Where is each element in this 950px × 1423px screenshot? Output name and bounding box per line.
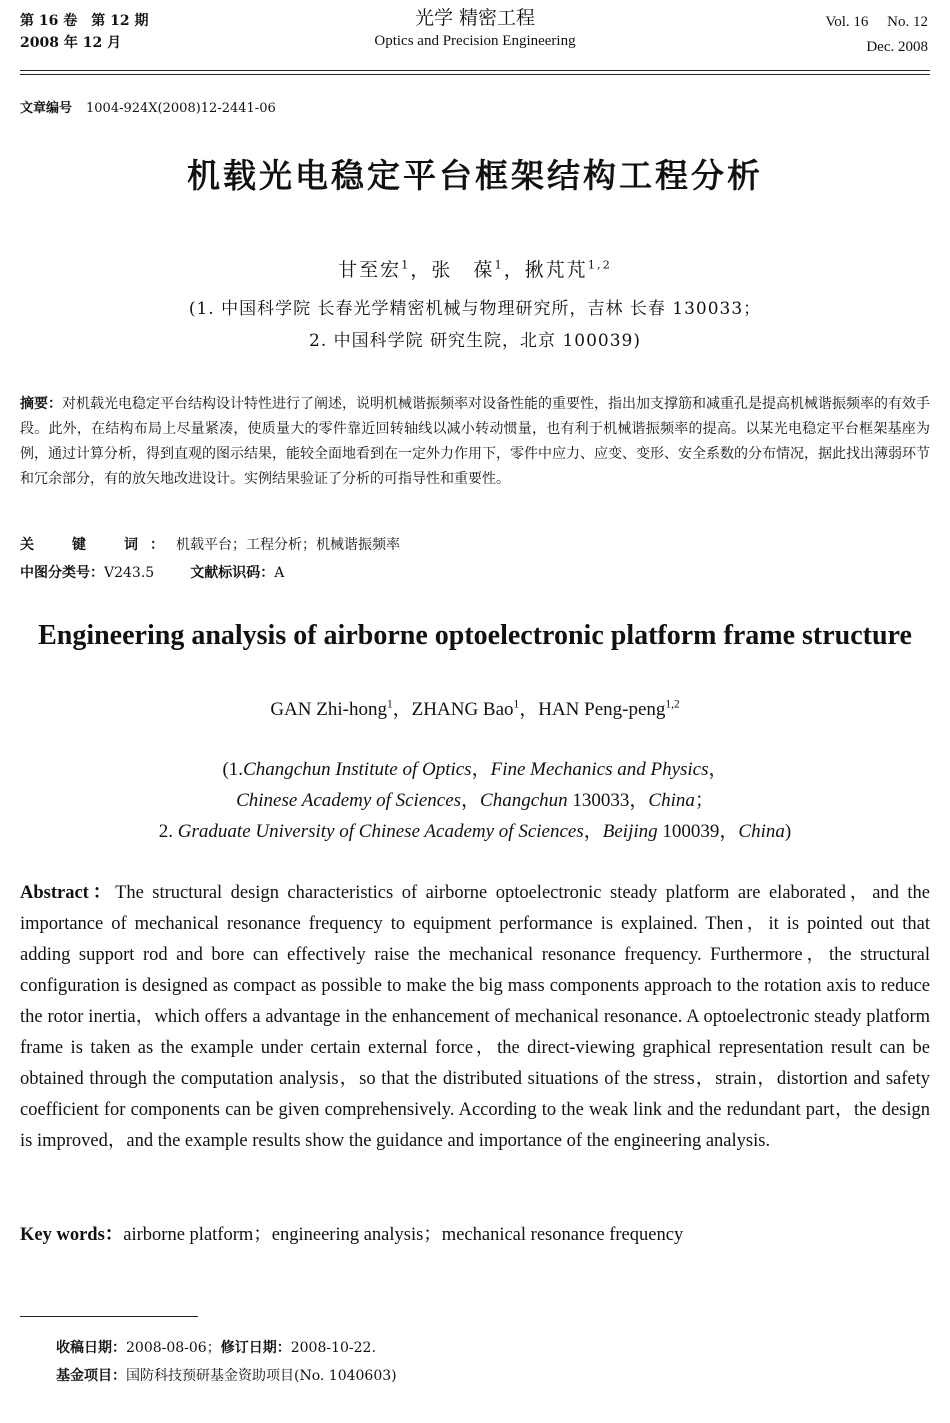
- affil-en-1-sep: ，: [471, 759, 491, 780]
- journal-name-en: Optics and Precision Engineering: [374, 33, 576, 49]
- revised-label: 修订日期：: [220, 1340, 291, 1356]
- title-cn: 机载光电稳定平台框架结构工程分析: [187, 156, 763, 195]
- author-3-cn: ，揪芃芃: [503, 259, 588, 281]
- authors-en: [0, 694, 950, 721]
- header-rule-bottom: [20, 74, 930, 75]
- affil-en-3-prefix: 2.: [158, 821, 174, 842]
- affil-en-1-fine: Fine Mechanics and Physics: [490, 759, 709, 780]
- affiliation-en-2: [0, 785, 950, 816]
- author-2-sup: 1: [494, 257, 504, 272]
- abstract-cn-text: 对机载光电稳定平台结构设计特性进行了阐述，说明机械谐振频率对设备性能的重要性，指出加支撑筋和减重孔是提高机械谐振频率的有效手段。此外，在结构布局上尽量紧凑，使质量大的零件靠近回转轴线以减小转动惯量，也有利于机械谐振频率的提高。以某光电稳定平台框架基座为例，通过计算分析，得到直观的图示结果，能较全面地看到在一定外力作用下，零件中应力、应变、变形、安全系数的分布情况，据此找出薄弱环节和冗余部分，有的放矢地改进设计。实例结果验证了分析的可指导性和重要性。: [20, 396, 930, 487]
- footnote-fund: [56, 1362, 397, 1390]
- affil-en-3-zip: 100039，: [657, 821, 739, 842]
- received-label: 收稿日期：: [56, 1340, 126, 1356]
- abstract-cn-label: 摘要：: [20, 396, 62, 412]
- affil-en-3-sep: ，: [583, 821, 603, 842]
- abstract-cn: [20, 392, 930, 492]
- journal-name-cn: 光学 精密工程: [414, 7, 536, 29]
- header-center: [0, 6, 950, 52]
- received-date: 2008-08-06；: [126, 1340, 221, 1356]
- date-en: Dec. 2008: [866, 39, 928, 55]
- affil-en-2-end: ；: [694, 790, 714, 811]
- keywords-cn: [20, 533, 400, 558]
- classification: [20, 561, 284, 586]
- article-number-label: 文章编号: [20, 101, 73, 116]
- affiliation-cn-2: 2. 中国科学院 研究生院，北京 100039): [309, 331, 641, 351]
- affil-en-1-prefix: (1.: [222, 759, 244, 780]
- volume-issue-en: Vol. 16 No. 12: [825, 14, 928, 30]
- doc-code-label: 文献标识码：: [190, 565, 275, 581]
- footnote: [56, 1334, 397, 1390]
- keywords-en-label: Key words：: [20, 1225, 124, 1245]
- affil-en-2-sep: ，: [461, 790, 481, 811]
- affil-en-3-country: China: [738, 821, 785, 842]
- affil-en-2-zip: 130033，: [567, 790, 649, 811]
- affil-en-3-end: ): [784, 821, 792, 842]
- doc-code-value: A: [274, 565, 285, 581]
- keywords-en-text: airborne platform；engineering analysis；mechanical resonance frequency: [123, 1225, 684, 1245]
- header-rule-top: [20, 70, 930, 71]
- footnote-rule: [20, 1316, 198, 1317]
- date-cn: 2008 年 12 月: [20, 35, 122, 51]
- affiliation-en-1: [0, 754, 950, 785]
- keywords-cn-label: 关 键 词：: [20, 537, 176, 553]
- author-2-cn: ，张 葆: [410, 259, 495, 281]
- affil-en-3-city: Beijing: [602, 821, 658, 842]
- volume-issue-cn: 第 16 卷 第 12 期: [20, 13, 149, 29]
- affil-en-1-inst: Changchun Institute of Optics: [243, 759, 472, 780]
- author-2-en: ，ZHANG Bao: [392, 699, 514, 720]
- revised-date: 2008-10-22.: [290, 1340, 376, 1356]
- keywords-cn-text: 机载平台；工程分析；机械谐振频率: [176, 537, 400, 553]
- affiliations-en: [0, 754, 950, 847]
- abstract-en: [20, 878, 930, 1157]
- abstract-en-label: Abstract：: [20, 883, 116, 903]
- authors-cn: [0, 255, 950, 282]
- affil-en-1-end: ，: [708, 759, 728, 780]
- affil-en-3-inst: Graduate University of Chinese Academy of Sciences: [177, 821, 584, 842]
- affil-en-2-cas: Chinese Academy of Sciences: [236, 790, 462, 811]
- author-3-en-sup: 1,2: [665, 698, 680, 711]
- clc-label: 中图分类号：: [20, 565, 104, 581]
- author-1-en-sup: 1: [386, 698, 393, 711]
- affiliations-cn: [0, 293, 950, 357]
- clc-value: V243.5: [104, 565, 155, 581]
- fund-label: 基金项目：: [56, 1368, 126, 1384]
- author-1-cn: 甘至宏: [338, 259, 402, 281]
- article-number-value: 1004-924X(2008)12-2441-06: [86, 101, 276, 116]
- author-2-en-sup: 1: [513, 698, 520, 711]
- keywords-en: [20, 1220, 683, 1251]
- article-number: [20, 97, 276, 116]
- header-right: [825, 10, 928, 60]
- affil-en-2-city: Changchun: [480, 790, 568, 811]
- affiliation-en-3: [0, 816, 950, 847]
- footnote-dates: [56, 1334, 397, 1362]
- author-3-en: ，HAN Peng-peng: [519, 699, 666, 720]
- abstract-en-text: The structural design characteristics of airborne optoelectronic steady platform are elaborated，and the importance of mechanical resonance frequency to equipment performance is explained. Then，it is pointed out that adding support rod and bore can effectively raise the mechanical resonance frequency. Furthermore，the structural configuration is designed as compact as possible to make the big mass components approach to the rotation axis to reduce the rotor inertia，which offers a advantage in the enhancement of mechanical resonance. A optoelectronic steady platform frame is taken as the example under certain external force，the direct-viewing graphical representation result can be obtained through the computation analysis，so that the distributed situations of the stress，strain，distortion and safety coefficient for components can be given comprehensively. According to the weak link and the redundant part，the design is improved，and the example results show the guidance and importance of the engineering analysis.: [20, 883, 931, 1151]
- affiliation-cn-1: (1. 中国科学院 长春光学精密机械与物理研究所，吉林 长春 130033；: [188, 299, 762, 319]
- author-1-sup: 1: [401, 257, 411, 272]
- affil-en-2-country: China: [648, 790, 695, 811]
- author-3-sup: 1,2: [587, 257, 612, 272]
- author-1-en: GAN Zhi-hong: [270, 699, 387, 720]
- fund-text: 国防科技预研基金资助项目(No. 1040603): [126, 1368, 397, 1384]
- title-en: Engineering analysis of airborne optoelectronic platform frame structure: [38, 620, 912, 651]
